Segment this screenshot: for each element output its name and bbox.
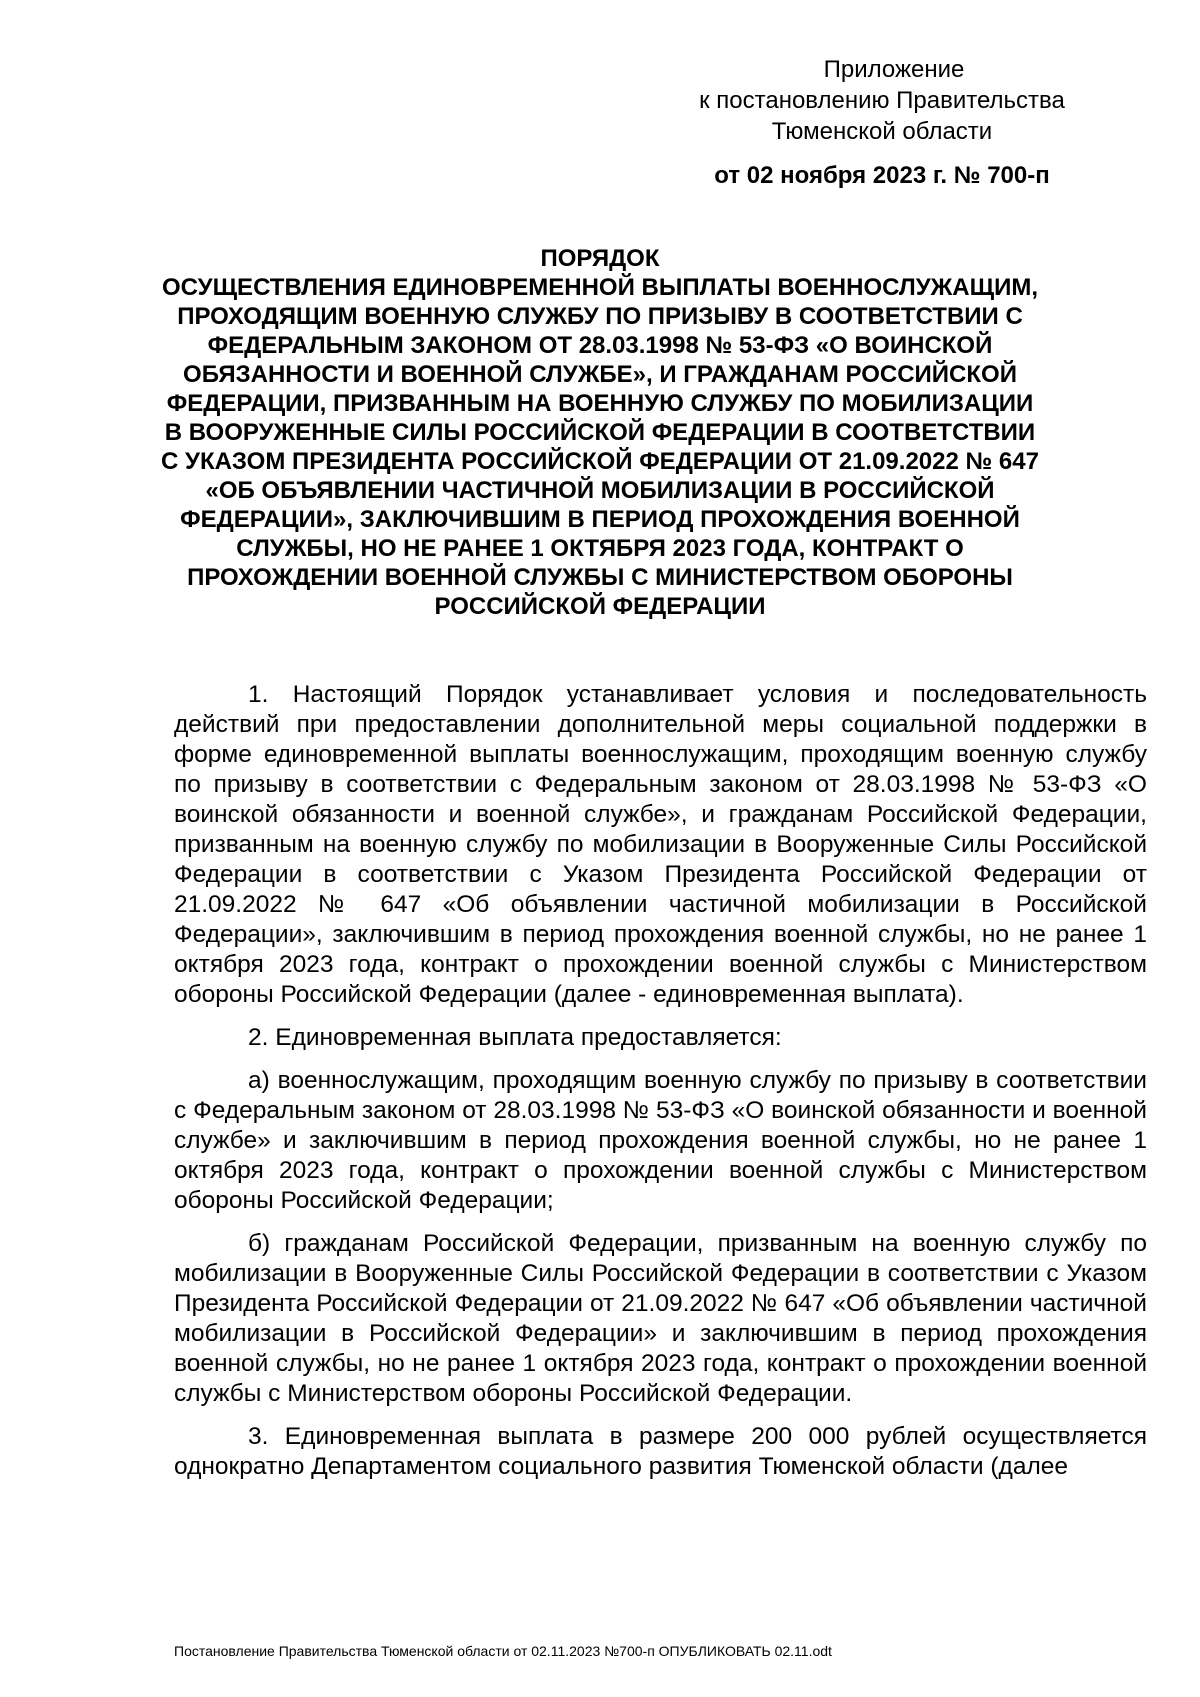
title-line: ПРОХОДЯЩИМ ВОЕННУЮ СЛУЖБУ ПО ПРИЗЫВУ В СООТВЕТСТВИИ С bbox=[177, 303, 1023, 330]
title-line: ФЕДЕРАЦИИ, ПРИЗВАННЫМ НА ВОЕННУЮ СЛУЖБУ ПО МОБИЛИЗАЦИИ bbox=[166, 390, 1034, 417]
title-line: В ВООРУЖЕННЫЕ СИЛЫ РОССИЙСКОЙ ФЕДЕРАЦИИ В СООТВЕТСТВИИ bbox=[164, 419, 1036, 446]
title-line: ФЕДЕРАЦИИ», ЗАКЛЮЧИВШИМ В ПЕРИОД ПРОХОЖДЕНИЯ ВОЕННОЙ bbox=[180, 506, 1020, 533]
title-line: СЛУЖБЫ, НО НЕ РАНЕЕ 1 ОКТЯБРЯ 2023 ГОДА, КОНТРАКТ О bbox=[236, 535, 964, 562]
title-line: ПРОХОЖДЕНИИ ВОЕННОЙ СЛУЖБЫ С МИНИСТЕРСТВОМ ОБОРОНЫ bbox=[187, 564, 1013, 591]
paragraph-2a: а) военнослужащим, проходящим военную службу по призыву в соответствии с Федеральным законом от 28.03.1998 № 53-ФЗ «О воинской обязанности и военной службе» и заключившим в период прохождения военной службы, но не ранее 1 октября 2023 года, контракт о прохождении военной службы с Министерством обороны Российской Федерации; bbox=[174, 1067, 1147, 1214]
title-line: РОССИЙСКОЙ ФЕДЕРАЦИИ bbox=[434, 593, 766, 620]
appendix-block bbox=[672, 54, 1092, 191]
title-line: «ОБ ОБЪЯВЛЕНИИ ЧАСТИЧНОЙ МОБИЛИЗАЦИИ В РОССИЙСКОЙ bbox=[205, 477, 995, 504]
page-footer: Постановление Правительства Тюменской области от 02.11.2023 №700-п ОПУБЛИКОВАТЬ 02.11.odt bbox=[174, 1643, 832, 1659]
appendix-region: Тюменской области bbox=[771, 118, 993, 145]
title-line: С УКАЗОМ ПРЕЗИДЕНТА РОССИЙСКОЙ ФЕДЕРАЦИИ ОТ 21.09.2022 № 647 bbox=[161, 448, 1039, 475]
appendix-label: Приложение bbox=[823, 56, 965, 83]
appendix-date-number: от 02 ноября 2023 г. № 700-п bbox=[714, 162, 1050, 189]
appendix-reference: к постановлению Правительства bbox=[699, 87, 1065, 114]
title-line: ОСУЩЕСТВЛЕНИЯ ЕДИНОВРЕМЕННОЙ ВЫПЛАТЫ ВОЕННОСЛУЖАЩИМ, bbox=[161, 274, 1039, 301]
paragraph-2: 2. Единовременная выплата предоставляется: bbox=[248, 1024, 782, 1051]
paragraph-1: 1. Настоящий Порядок устанавливает условия и последовательность действий при предоставлении дополнительной меры социальной поддержки в форме единовременной выплаты военнослужащим, проходящим военную службу по призыву в соответствии с Федеральным законом от 28.03.1998 № 53-ФЗ «О воинской обязанности и военной службе», и гражданам Российской Федерации, призванным на военную службу по мобилизации в Вооруженные Силы Российской Федерации в соответствии с Указом Президента Российской Федерации от 21.09.2022 № 647 «Об объявлении частичной мобилизации в Российской Федерации», заключившим в период прохождения военной службы, но не ранее 1 октября 2023 года, контракт о прохождении военной службы с Министерством обороны Российской Федерации (далее - единовременная выплата). bbox=[174, 681, 1147, 1008]
title-heading: ПОРЯДОК bbox=[540, 245, 660, 272]
document-body bbox=[174, 680, 1147, 1495]
title-line: ОБЯЗАННОСТИ И ВОЕННОЙ СЛУЖБЕ», И ГРАЖДАНАМ РОССИЙСКОЙ bbox=[183, 361, 1017, 388]
paragraph-3: 3. Единовременная выплата в размере 200 000 рублей осуществляется однократно Департаментом социального развития Тюменской области (далее bbox=[174, 1423, 1147, 1480]
title-line: ФЕДЕРАЛЬНЫМ ЗАКОНОМ ОТ 28.03.1998 № 53-ФЗ «О ВОИНСКОЙ bbox=[207, 332, 993, 359]
document-title bbox=[150, 244, 1050, 621]
paragraph-2b: б) гражданам Российской Федерации, призванным на военную службу по мобилизации в Вооруженные Силы Российской Федерации в соответствии с Указом Президента Российской Федерации от 21.09.2022 № 647 «Об объявлении частичной мобилизации в Российской Федерации» и заключившим в период прохождения военной службы, но не ранее 1 октября 2023 года, контракт о прохождении военной службы с Министерством обороны Российской Федерации. bbox=[174, 1230, 1147, 1407]
